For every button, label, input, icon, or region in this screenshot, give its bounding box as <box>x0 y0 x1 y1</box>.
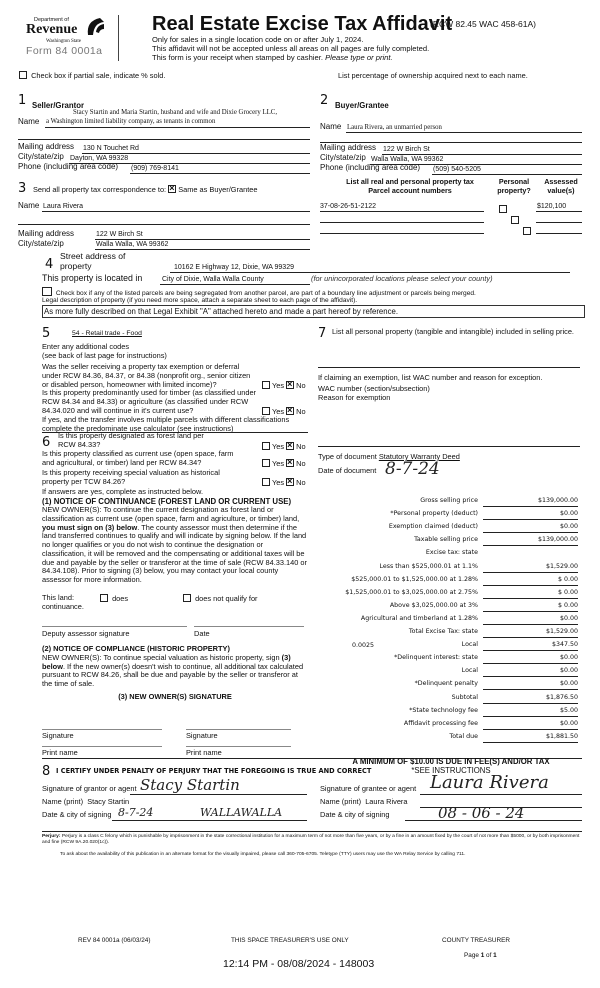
grantee-date-label: Date & city of signing <box>320 810 390 819</box>
yes-label: Yes <box>272 478 285 487</box>
tax-row-value[interactable]: $5.00 <box>559 706 578 714</box>
timber-question: Is this property predominantly used for timber (as classified under RCW 84.34 and 84.33) or agriculture (as classified under RCW 84.34.020 and will continue in it's current use? <box>42 388 257 415</box>
rule <box>483 637 578 638</box>
revision-code: REV 84 0001a (06/03/24) <box>78 937 151 944</box>
buyer-phone-label: Phone (including area code) <box>320 163 421 172</box>
yes-checkbox[interactable] <box>262 442 270 450</box>
section-number: 2 <box>320 93 329 108</box>
tax-row-value[interactable]: $139,000.00 <box>537 497 578 504</box>
form-citation: (RCW 82.45 WAC 458-61A) <box>430 19 536 29</box>
rule <box>320 233 484 234</box>
tax-row-value[interactable]: $139,000.00 <box>537 536 578 544</box>
notice2-text <box>42 654 308 688</box>
buyer-name-label: Name <box>320 122 342 131</box>
rule <box>42 626 187 627</box>
no-label: No <box>296 478 306 487</box>
type-or-print: Please type or print. <box>325 53 393 62</box>
grantor-name-row <box>42 798 129 807</box>
page-prefix: Page <box>464 952 481 959</box>
certify-statement: I CERTIFY UNDER PENALTY OF PERJURY THAT THE FOREGOING IS TRUE AND CORRECT <box>56 767 372 775</box>
yes-label: Yes <box>272 381 285 390</box>
tax-row-value[interactable]: $0.00 <box>559 667 578 675</box>
rule <box>160 284 310 285</box>
personal-property-checkbox[interactable] <box>499 205 507 213</box>
rule <box>405 820 582 821</box>
located-field[interactable]: City of Dixie, Walla Walla County <box>162 276 264 283</box>
grantor-signature[interactable]: Stacy Startin <box>140 776 240 794</box>
partial-sale-checkbox[interactable] <box>19 71 27 79</box>
tax-row-label: Gross selling price <box>420 497 478 504</box>
tax-row-value[interactable]: $0.00 <box>559 510 578 518</box>
rule <box>18 139 310 140</box>
located-note: (for unincorporated locations please select your county) <box>311 274 493 283</box>
no-checkbox[interactable] <box>286 442 294 450</box>
partial-sale-label: Check box if partial sale, indicate % sold. <box>31 71 166 80</box>
notice2-a: NEW OWNER(S): To continue special valuation as historic property, sign <box>42 653 280 662</box>
tax-row-label: Affidavit processing fee <box>403 719 478 727</box>
rule <box>536 211 582 212</box>
section-number: 4 <box>45 257 54 272</box>
rule <box>318 367 580 368</box>
treasurer-stamp: 12:14 PM - 08/08/2024 - 148003 <box>223 958 375 970</box>
grantor-date[interactable]: 8-7-24 <box>118 806 154 819</box>
seller-name-line1[interactable]: Stacy Startin and Maria Startin, husband and wife and Dixie Grocery LLC, <box>73 109 278 116</box>
tax-row-label: *State technology fee <box>409 706 478 714</box>
perjury-body: Perjury is a class C felony which is punishable by imprisonment in the state correctional institution for a maximum term of not more than five years, or by a fine in an amount fixed by the court of not more than $5000, or by both imprisonment and fine (RCW 9A.20.020(1c)). <box>42 834 580 846</box>
segregated-checkbox[interactable] <box>42 287 52 296</box>
header-note: Only for sales in a single location code on or after July 1, 2024. <box>152 35 364 44</box>
grantee-name-label: Name (print) <box>320 797 362 806</box>
rule <box>483 676 578 677</box>
tax-row-label: *Delinquent interest: state <box>394 654 478 662</box>
buyer-mailing-label: Mailing address <box>320 143 377 152</box>
tax-row-value[interactable]: $1,529.00 <box>545 562 578 570</box>
buyer-mailing-field[interactable]: 122 W Birch St <box>383 146 430 153</box>
assessed-value-field[interactable]: $120,100 <box>537 203 567 210</box>
tax-row-label: *Personal property (deduct) <box>390 510 478 518</box>
exemption-instructions: If claiming an exemption, list WAC number and reason for exception. <box>318 373 543 382</box>
historic-question: Is this property receiving special valuation as historical property per TCW 84.26? <box>42 468 220 486</box>
tax-row-value[interactable]: $0.00 <box>559 719 578 727</box>
rule <box>95 249 310 250</box>
tax-row-value[interactable]: $ 0.00 <box>557 588 578 596</box>
rule <box>483 650 578 651</box>
corr-name-field[interactable]: Laura Rivera <box>43 203 84 210</box>
notice1-text <box>42 506 308 585</box>
rule <box>483 532 578 533</box>
tax-row-value[interactable]: $0.00 <box>559 614 578 622</box>
buyer-name-field[interactable]: Laura Rivera, an unmarried person <box>347 124 442 131</box>
rule <box>320 222 484 223</box>
tax-row-label: Exemption claimed (deduct) <box>388 523 478 531</box>
tax-row-value[interactable]: $347.50 <box>551 641 578 649</box>
tax-row-label: Above $3,025,000.00 at 3% <box>389 601 478 609</box>
tax-row-label: Excise tax: state <box>425 549 478 557</box>
logo-state: Washington State <box>46 39 82 44</box>
perjury-text <box>42 834 582 846</box>
rule <box>346 132 582 133</box>
located-label: This property is located in <box>42 273 143 283</box>
no-label: No <box>296 381 306 390</box>
page-number: 1 <box>480 952 485 959</box>
logo-mark-icon <box>84 15 106 37</box>
new-owner-signature-2[interactable]: Signature <box>186 731 218 740</box>
continuance-label: continuance. <box>42 602 84 611</box>
header-divider <box>118 15 119 61</box>
seller-heading: Seller/Grantor <box>32 101 84 110</box>
current-use-yes-no <box>262 459 306 469</box>
rule <box>318 446 580 447</box>
seller-name-line2[interactable]: a Washington limited liability company, as tenants in common <box>46 118 216 125</box>
same-as-buyer-label: Same as Buyer/Grantee <box>178 185 258 194</box>
no-checkbox[interactable] <box>286 407 294 415</box>
partial-sale-row <box>19 71 165 81</box>
rule <box>483 729 578 730</box>
same-as-buyer-checkbox[interactable] <box>168 185 176 193</box>
rule <box>483 742 578 743</box>
no-label: No <box>296 459 306 468</box>
seller-mailing-label: Mailing address <box>18 142 75 151</box>
assessed-header <box>536 178 586 195</box>
section-number: 1 <box>18 93 27 108</box>
rule <box>420 794 582 795</box>
exemption-reason-label[interactable]: Reason for exemption <box>318 393 391 402</box>
grantor-signature-label: Signature of grantor or agent <box>42 784 137 793</box>
rule <box>42 746 162 747</box>
additional-codes-label: Enter any additional codes <box>42 342 130 351</box>
minimum-due-notice: A MINIMUM OF $10.00 IS DUE IN FEE(S) AND/OR TAX <box>352 757 550 766</box>
rule <box>45 127 310 128</box>
parcel-header-2: Parcel account numbers <box>368 185 452 195</box>
doc-date-label: Date of document <box>318 466 377 475</box>
yes-checkbox[interactable] <box>262 381 270 389</box>
section-number: 8 <box>42 764 51 779</box>
correspondence-label: Send all property tax correspondence to: <box>33 185 167 194</box>
segregated-label: Check box if any of the listed parcels are being segregated from another parcel, are part of a boundary line adjustment or parcels being merged. <box>55 290 476 297</box>
notice1-title: (1) NOTICE OF CONTINUANCE (FOREST LAND OR CURRENT USE) <box>42 497 292 506</box>
predominate-note: If yes, and the transfer involves multiple parcels with different classifications complete the predominate use calculator (see instructions) <box>42 415 290 433</box>
tax-row-value[interactable]: $ 0.00 <box>557 601 578 609</box>
grantor-name-label: Name (print) <box>42 797 84 806</box>
rule <box>483 663 578 664</box>
perjury-label: Perjury: <box>42 834 61 839</box>
notice1-a: NEW OWNER(S): To continue the current designation as forest land or classification as current use (open space, farm and agriculture, or timber) land, <box>42 505 300 523</box>
rule <box>130 794 307 795</box>
treasurer-use-label: THIS SPACE TREASURER'S USE ONLY <box>231 937 349 944</box>
tax-row-label: Local <box>461 667 478 675</box>
does-not-label: does not qualify for <box>195 594 258 603</box>
does-not-checkbox[interactable] <box>183 594 191 602</box>
exemption-yes-no <box>262 381 306 391</box>
seller-city-field[interactable]: Dayton, WA 99328 <box>70 155 129 162</box>
wac-number-label[interactable]: WAC number (section/subsection) <box>318 384 430 393</box>
page-count: 1 <box>493 952 497 959</box>
street-label: Street address of <box>60 251 126 261</box>
yes-label: Yes <box>272 459 285 468</box>
new-owner-signature-title: (3) NEW OWNER(S) SIGNATURE <box>118 692 232 701</box>
page-of: of <box>484 952 494 959</box>
logo-revenue: Revenue <box>26 22 78 37</box>
personal-property-checkbox[interactable] <box>511 216 519 224</box>
no-checkbox[interactable] <box>286 478 294 486</box>
rule <box>483 611 578 612</box>
rule <box>194 626 304 627</box>
does-not-option <box>183 594 258 604</box>
parcel-header <box>330 178 490 195</box>
tax-row-label: Total due <box>449 732 478 740</box>
corr-city-label: City/state/zip <box>18 239 64 248</box>
section-number: 5 <box>42 326 51 341</box>
notice2-b: . If the new owner(s) doesn't wish to continue, all additional tax calculated pursuant to RCW 84.26, shall be due and payable by the seller or transferor at the time of sale. <box>42 661 304 688</box>
grantee-signature[interactable]: Laura Rivera <box>430 772 549 793</box>
seller-phone-field[interactable]: (909) 769-8141 <box>131 165 179 172</box>
rule <box>130 173 310 174</box>
ownership-note: List percentage of ownership acquired next to each name. <box>338 71 528 80</box>
grantor-date-label: Date & city of signing <box>42 810 112 819</box>
does-option <box>100 594 128 604</box>
county-treasurer-label: COUNTY TREASURER <box>442 937 510 944</box>
parcel-number-field[interactable]: 37-08-26-51-2122 <box>320 203 377 210</box>
personal-property-label: List all personal property (tangible and intangible) included in selling price. <box>332 327 574 336</box>
if-yes-note: If answers are yes, complete as instructed below. <box>42 487 204 496</box>
tax-row-value[interactable]: $1,881.50 <box>545 732 578 740</box>
legal-label: Legal description of property (if you need more space, attach a separate sheet to each page of the affidavit). <box>42 297 358 304</box>
rule <box>432 174 582 175</box>
new-owner-signature-1[interactable]: Signature <box>42 731 74 740</box>
rule <box>536 222 582 223</box>
deputy-date-label[interactable]: Date <box>194 629 210 638</box>
personal-header-2: property? <box>497 185 531 195</box>
rule <box>483 689 578 690</box>
does-label: does <box>112 594 129 603</box>
notice1-b: . The county assessor must then determine if the land transferred continues to qualify and will indicate by signing below. If the land no longer qualifies or you do not wish to continue the designation or classification, it will be removed and the compensating or additional taxes will be due and payable by the seller or transferor at the time of sale (RCW 84.33.140 or 84.34.108). Prior to signing (3) below, you may contact your local county assessor for more information. <box>42 522 307 584</box>
rule <box>186 746 291 747</box>
rule <box>82 153 310 154</box>
rule <box>483 598 578 599</box>
logo-dept: Department of <box>34 17 69 23</box>
tax-row-label: $525,000.01 to $1,525,000.00 at 1.28% <box>351 575 478 583</box>
grantor-name-field[interactable]: Stacy Startin <box>87 797 130 806</box>
additional-codes-note: (see back of last page for instructions) <box>42 351 167 360</box>
assessed-header-2: value(s) <box>547 185 575 195</box>
receipt-note: This form is your receipt when stamped by cashier. <box>152 53 323 62</box>
grantee-date[interactable]: 08 - 06 - 24 <box>438 804 525 822</box>
rule <box>95 239 310 240</box>
street-field[interactable]: 10162 E Highway 12, Dixie, WA 99329 <box>174 264 294 271</box>
yes-label: Yes <box>272 442 285 451</box>
yes-checkbox[interactable] <box>262 407 270 415</box>
rule <box>483 572 578 573</box>
notice2-title: (2) NOTICE OF COMPLIANCE (HISTORIC PROPERTY) <box>42 644 230 653</box>
tax-row-value[interactable]: $1,876.50 <box>545 693 578 701</box>
legal-description-field[interactable]: As more fully described on that Legal Exhibit "A" attached hereto and made a part hereof by reference. <box>42 305 585 318</box>
tax-row-label: Total Excise Tax: state <box>408 628 478 635</box>
rule <box>42 729 162 730</box>
alt-format-note: To ask about the availability of this publication in an alternate format for the visually impaired, please call 360-705-6705. Teletype (TTY) users may use the WA Relay Service by calling 711. <box>60 852 466 857</box>
tax-row-value[interactable]: $0.00 <box>559 680 578 688</box>
grantee-name-field[interactable]: Laura Rivera <box>365 797 408 806</box>
doc-type-field[interactable]: Statutory Warranty Deed <box>378 452 460 461</box>
yes-checkbox[interactable] <box>262 459 270 467</box>
seller-name-label: Name <box>18 117 40 126</box>
tax-row-value[interactable]: $0.00 <box>559 523 578 531</box>
section-number: 7 <box>318 326 327 341</box>
corr-mailing-field[interactable]: 122 W Birch St <box>96 231 143 238</box>
this-land-label: This land: <box>42 593 75 602</box>
tax-row-label: Local <box>461 641 478 649</box>
no-label: No <box>296 442 306 451</box>
historic-yes-no <box>262 478 306 488</box>
corr-mailing-label: Mailing address <box>18 229 75 238</box>
seller-city-label: City/state/zip <box>18 152 64 161</box>
header-note <box>152 53 393 62</box>
assessed-header-1: Assessed <box>544 177 578 186</box>
corr-city-field[interactable]: Walla Walla, WA 99362 <box>96 241 169 248</box>
yes-label: Yes <box>272 407 285 416</box>
page-indicator <box>464 952 497 960</box>
tax-row-label: Less than $525,000.01 at 1.1% <box>379 562 478 570</box>
forest-yes-no <box>262 442 306 452</box>
notice1-bold: you must sign on (3) below <box>42 522 138 532</box>
tax-row-label: Taxable selling price <box>414 536 478 544</box>
rule <box>18 224 310 225</box>
rule <box>186 729 291 730</box>
personal-header <box>494 178 534 195</box>
exemption-question: Was the seller receiving a property tax exemption or deferral under RCW 84.36, 84.37, or 84.38 (nonprofit org., senior citizen or disabled person, homeowner with limited income)? <box>42 362 251 389</box>
tax-row-value[interactable]: $ 0.00 <box>557 575 578 583</box>
does-checkbox[interactable] <box>100 594 108 602</box>
personal-property-checkbox[interactable] <box>523 227 531 235</box>
no-checkbox[interactable] <box>286 381 294 389</box>
form-title: Real Estate Excise Tax Affidavit <box>152 13 453 35</box>
buyer-city-field[interactable]: Walla Walla, WA 99362 <box>371 156 444 163</box>
section-number: 6 <box>42 435 51 450</box>
rule <box>483 545 578 546</box>
personal-header-1: Personal <box>498 177 530 186</box>
new-owner-print-name-2[interactable]: Print name <box>186 748 222 757</box>
tax-row-label: Agricultural and timberland at 1.28% <box>360 614 478 622</box>
rule <box>483 703 578 704</box>
seller-phone-label: Phone (including area code) <box>18 162 119 171</box>
parcel-header-1: List all real and personal property tax <box>346 177 474 186</box>
tax-row-label: $1,525,000.01 to $3,025,000.00 at 2.75% <box>345 588 478 596</box>
buyer-heading: Buyer/Grantee <box>335 101 389 110</box>
header-note: This affidavit will not be accepted unless all areas on all pages are fully completed. <box>152 44 430 53</box>
use-code-field[interactable]: 54 - Retail trade - Food <box>72 330 142 337</box>
tax-row-label: *Delinquent penalty <box>414 680 478 688</box>
rule <box>382 154 582 155</box>
doc-date-field[interactable]: 8-7-24 <box>385 459 440 479</box>
form-number: Form 84 0001a <box>26 45 103 57</box>
tax-row-label: Subtotal <box>451 693 478 701</box>
rule <box>483 585 578 586</box>
section-number: 3 <box>18 181 27 196</box>
deputy-signature-label[interactable]: Deputy assessor signature <box>42 629 130 638</box>
notice2-bold: (3) below <box>42 653 291 671</box>
rule <box>483 506 578 507</box>
rule <box>483 519 578 520</box>
rule <box>170 272 570 273</box>
rule <box>320 211 484 212</box>
buyer-phone-field[interactable]: (509) 540-5205 <box>433 166 481 173</box>
no-checkbox[interactable] <box>286 459 294 467</box>
rule <box>483 716 578 717</box>
seller-mailing-field[interactable]: 130 N Touchet Rd <box>83 145 139 152</box>
rule <box>536 233 582 234</box>
grantee-name-row <box>320 798 408 807</box>
correspondence-row <box>33 185 257 195</box>
grantor-city[interactable]: WALLAWALLA <box>200 806 283 819</box>
tax-row-value[interactable]: $0.00 <box>559 654 578 662</box>
local-rate: 0.0025 <box>352 642 375 649</box>
no-label: No <box>296 407 306 416</box>
doc-type-label: Type of document <box>318 452 377 461</box>
street-label: property <box>60 261 92 271</box>
tax-row-value[interactable]: $1,529.00 <box>545 628 578 635</box>
rule <box>42 831 582 832</box>
current-use-question: Is this property classified as current use (open space, farm and agricultural, or timber) land per RCW 84.34? <box>42 449 234 467</box>
see-instructions: *SEE INSTRUCTIONS <box>411 766 491 775</box>
rule <box>483 624 578 625</box>
new-owner-print-name-1[interactable]: Print name <box>42 748 78 757</box>
grantee-signature-label: Signature of grantee or agent <box>320 784 417 793</box>
yes-checkbox[interactable] <box>262 478 270 486</box>
forest-question: Is this property designated as forest land per RCW 84.33? <box>58 431 204 449</box>
rule <box>112 820 307 821</box>
buyer-city-label: City/state/zip <box>320 153 366 162</box>
rule <box>42 211 310 212</box>
corr-name-label: Name <box>18 201 40 210</box>
